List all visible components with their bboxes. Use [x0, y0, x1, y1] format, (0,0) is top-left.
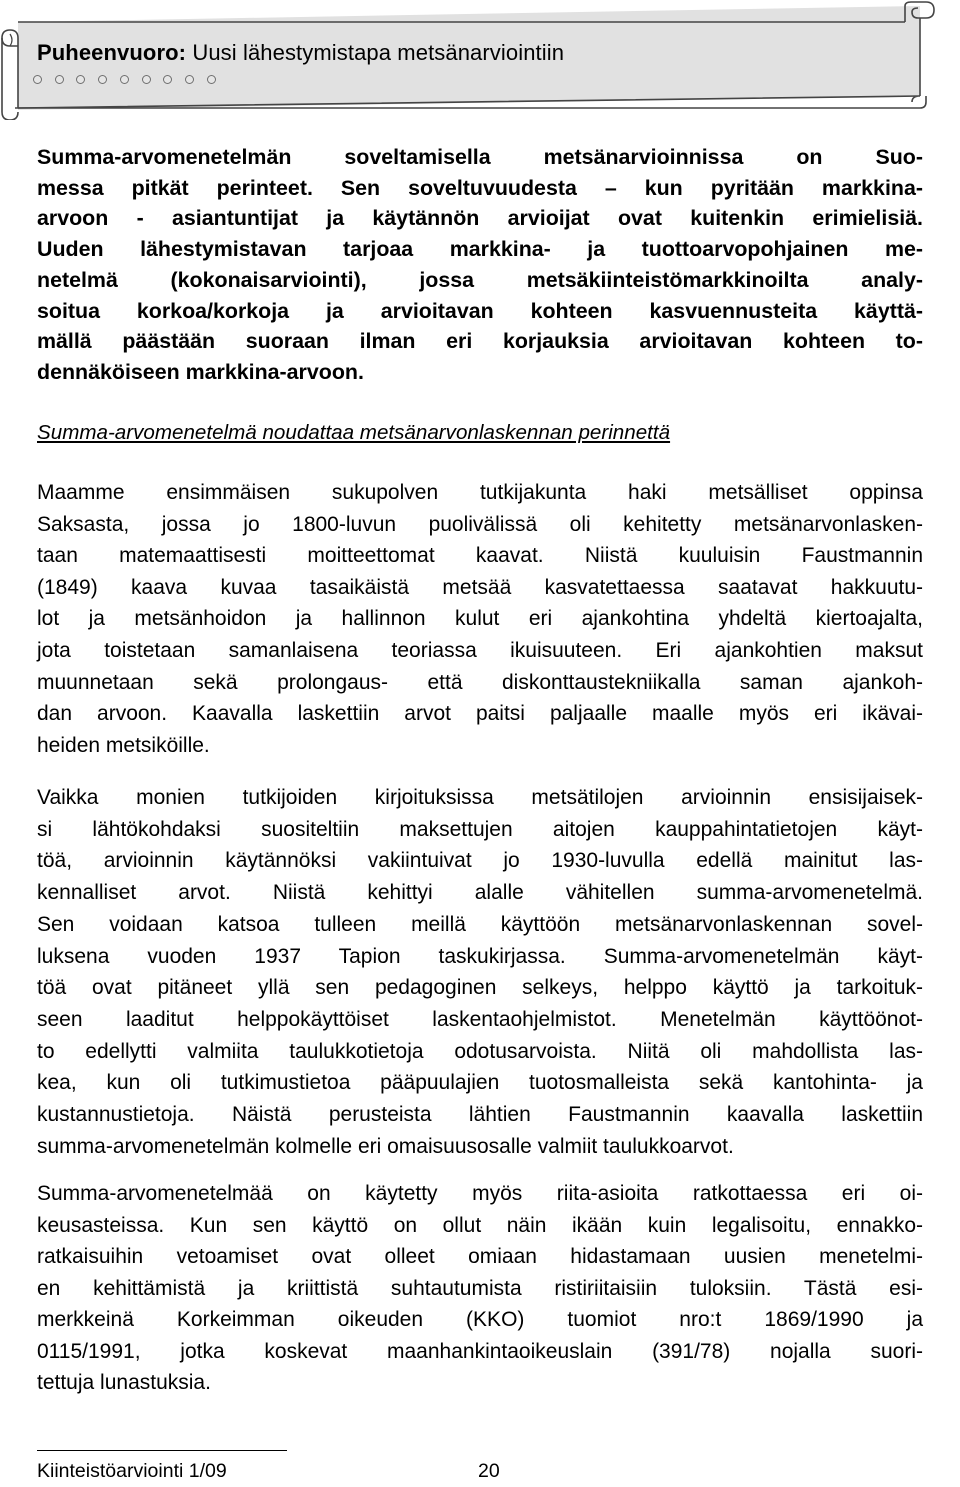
text-line: Summa-arvomenetelmän soveltamisella metsänarvioinnissa on Suo- — [37, 145, 923, 169]
lead-paragraph — [37, 142, 923, 388]
text-line: kea, kun oli tutkimustietoa pääpuulajien tuotosmalleista sekä kantohinta- ja — [37, 1071, 923, 1095]
text-line: taan matemaattisesti moitteettomat kaavat. Niistä kuuluisin Faustmannin — [37, 544, 923, 568]
text-line: kennalliset arvot. Niistä kehittyi alalle vähitellen summa-arvomenetelmä. — [37, 881, 923, 905]
text-line: si lähtökohdaksi suositeltiin maksettujen aitojen kauppahintatietojen käyt- — [37, 817, 923, 841]
text-line: Uuden lähestymistavan tarjoaa markkina- ja tuottoarvopohjainen me- — [37, 237, 923, 262]
text-line: keusasteissa. Kun sen käyttö on ollut näin ikään kuin legalisoitu, ennakko- — [37, 1213, 923, 1237]
text-line: Summa-arvomenetelmää on käytetty myös riita-asioita ratkottaessa eri oi- — [37, 1182, 923, 1205]
text-line: netelmä (kokonaisarviointi), jossa metsäkiinteistömarkkinoilta analy- — [37, 267, 923, 292]
decorative-dot — [55, 75, 64, 84]
text-line: mällä päästään suoraan ilman eri korjauksia arvioitavan kohteen to- — [37, 329, 923, 354]
decorative-dot — [207, 75, 216, 84]
text-line: heiden metsiköille. — [37, 733, 210, 757]
text-line: merkkeinä Korkeimman oikeuden (KKO) tuomiot nro:t 1869/1990 ja — [37, 1308, 923, 1331]
text-line: dan arvoon. Kaavalla laskettiin arvot paitsi paljaalle maalle myös eri ikävai- — [37, 702, 923, 726]
article-label: Puheenvuoro: — [37, 40, 187, 65]
article-banner — [0, 0, 960, 120]
text-line: soitua korkoa/korkoja ja arvioitavan kohteen kasvuennusteita käyttä- — [37, 298, 923, 323]
body-paragraph-2 — [37, 782, 923, 1162]
text-line: lot ja metsänhoidon ja hallinnon kulut eri ajankohtina yhdeltä kiertoajalta, — [37, 607, 923, 631]
text-line: seen laaditut helppokäyttöiset laskentaohjelmistot. Menetelmän käyttöönot- — [37, 1007, 923, 1031]
article-title-text: Uusi lähestymistapa metsänarviointiin — [192, 40, 565, 65]
body-paragraph-1 — [37, 477, 923, 761]
text-line: töä, arvioinnin käytännöksi vakiintuivat jo 1930-luvulla edellä mainitut las- — [37, 849, 923, 873]
text-line: Saksasta, jossa jo 1800-luvun puolivälissä oli kehitetty metsänarvonlasken- — [37, 512, 923, 536]
text-line: ratkaisuihin vetoamiset ovat olleet omiaan hidastamaan uusien menetelmi- — [37, 1245, 923, 1268]
text-line: Maamme ensimmäisen sukupolven tutkijakunta haki metsälliset oppinsa — [37, 481, 923, 504]
text-line: töä ovat pitäneet yllä sen pedagoginen selkeys, helppo käyttö ja tarkoituk- — [37, 976, 923, 1000]
text-line: (1849) kaava kuvaa tasaikäistä metsää kasvatettaessa saatavat hakkuutu- — [37, 575, 923, 599]
decorative-dot — [142, 75, 151, 84]
text-line: kustannustietoja. Näistä perusteista lähtien Faustmannin kaavalla laskettiin — [37, 1103, 923, 1127]
text-line: Vaikka monien tutkijoiden kirjoituksissa metsätilojen arvioinnin ensisijaisek- — [37, 786, 923, 809]
text-line: dennäköiseen markkina-arvoon. — [37, 359, 364, 384]
article-title — [37, 40, 564, 66]
text-line: summa-arvomenetelmän kolmelle eri omaisuusosalle valmiit taulukkoarvot. — [37, 1134, 734, 1158]
text-line: to edellytti valmiita taulukkotietoja odotusarvoista. Niitä oli mahdollista las- — [37, 1039, 923, 1063]
text-line: muunnetaan sekä prolongaus- että diskonttaustekniikalla saman ajankoh- — [37, 670, 923, 694]
section-subheading: Summa-arvomenetelmä noudattaa metsänarvonlaskennan perinnettä — [37, 421, 671, 444]
decorative-dot — [33, 75, 42, 84]
body-paragraph-3 — [37, 1178, 923, 1399]
decorative-dot — [120, 75, 129, 84]
text-line: en kehittämistä ja kriittistä suhtautumista ristiriitaisiin tuloksiin. Tästä esi- — [37, 1276, 923, 1300]
text-line: arvoon - asiantuntijat ja käytännön arvioijat ovat kuitenkin erimielisiä. — [37, 206, 923, 231]
text-line: 0115/1991, jotka koskevat maanhankintaoikeuslain (391/78) nojalla suori- — [37, 1339, 923, 1363]
text-line: jota toistetaan samanlaisena teoriassa ikuisuuteen. Eri ajankohtien maksut — [37, 638, 923, 662]
footer-rule — [37, 1450, 287, 1451]
text-line: tettuja lunastuksia. — [37, 1371, 211, 1394]
footer-page-number: 20 — [478, 1460, 500, 1482]
decorative-dot — [185, 75, 194, 84]
text-line: messa pitkät perinteet. Sen soveltuvuudesta – kun pyritään markkina- — [37, 175, 923, 200]
text-line: Sen voidaan katsoa tulleen meillä käyttöön metsänarvonlaskennan sovel- — [37, 912, 923, 936]
text-line: luksena vuoden 1937 Tapion taskukirjassa. Summa-arvomenetelmän käyt- — [37, 944, 923, 968]
footer-journal-name: Kiinteistöarviointi 1/09 — [37, 1460, 227, 1482]
